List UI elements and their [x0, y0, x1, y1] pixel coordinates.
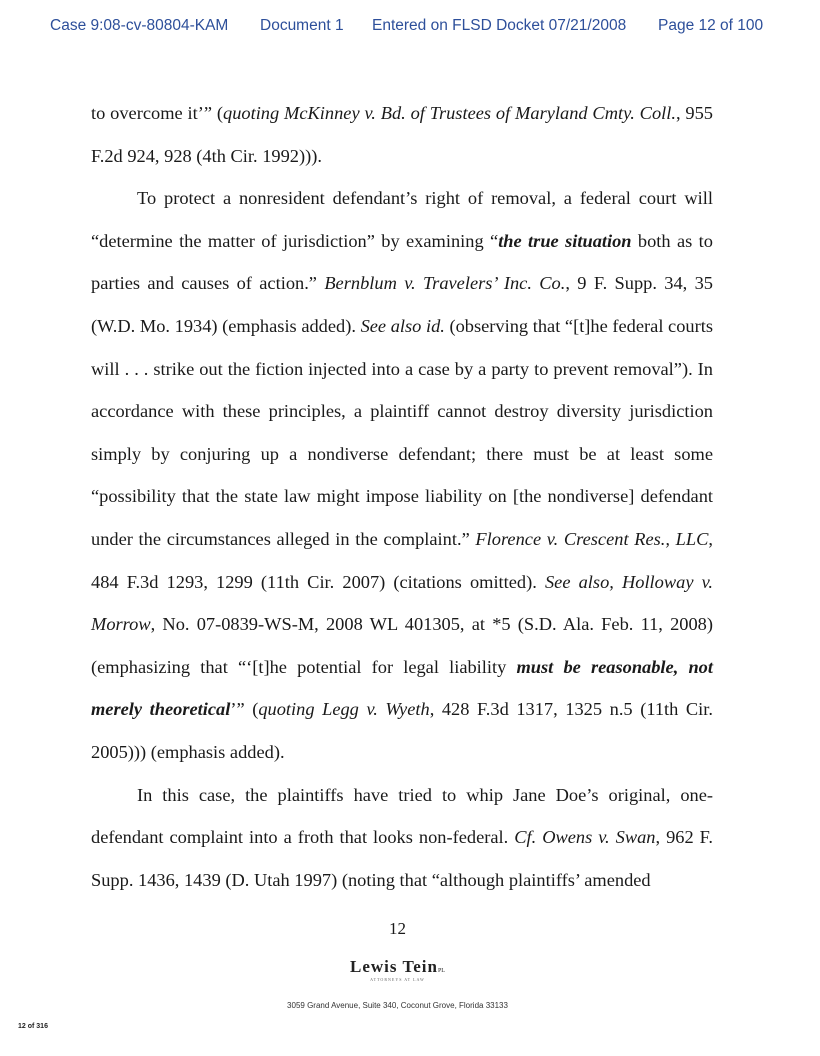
citation-text: quoting McKinney v. Bd. of Trustees of Maryland Cmty. Coll. — [223, 103, 676, 123]
paragraph — [91, 774, 713, 902]
page-stamp: 12 of 316 — [18, 1023, 48, 1030]
body-text-run: , 955 F.2d 924, 928 (4th Cir. 1992))). — [91, 103, 714, 166]
citation-text: See also, Holloway v. Morrow — [91, 571, 713, 635]
body-text-run: To protect a nonresident defendant’s right of removal, a federal court will “determine the matter of jurisdiction” by examining “ — [91, 188, 713, 251]
page-indicator: Page 12 of 100 — [658, 17, 764, 34]
body-text-run: , 962 F. Supp. 1436, 1439 (D. Utah 1997) (noting that “although plaintiffs’ amended — [91, 827, 713, 890]
body-text-run: , 484 F.3d 1293, 1299 (11th Cir. 2007) (citations omitted). — [91, 528, 713, 592]
citation-text: must be reasonable, not merely theoretical — [91, 656, 713, 720]
body-text-run: In this case, the plaintiffs have tried to whip Jane Doe’s original, one-defendant complaint into a froth that looks non-federal. — [91, 784, 713, 848]
firm-logo-subtitle: ATTORNEYS AT LAW — [370, 977, 425, 982]
body-text-run: , No. 07-0839-WS-M, 2008 WL 401305, at *5 (S.D. Ala. Feb. 11, 2008) (emphasizing that “‘[t]he potential for legal liability — [91, 614, 713, 677]
body-text-run: , 9 F. Supp. 34, 35 (W.D. Mo. 1934) (emphasis added). — [91, 273, 714, 336]
page-number: 12 — [389, 919, 406, 938]
paragraph — [91, 177, 713, 773]
docket-entry: Entered on FLSD Docket 07/21/2008 — [372, 17, 627, 34]
document-number: Document 1 — [260, 17, 344, 34]
document-body — [91, 92, 713, 901]
citation-text: the true situation — [498, 230, 632, 251]
firm-address: 3059 Grand Avenue, Suite 340, Coconut Grove, Florida 33133 — [287, 1001, 508, 1010]
body-text-run: both as to parties and causes of action.” — [91, 230, 713, 294]
body-text-run: ’” ( — [230, 699, 259, 720]
citation-text: See also id. — [360, 315, 445, 336]
firm-logo: Lewis TeinPL — [350, 957, 445, 976]
citation-text: Florence v. Crescent Res., LLC — [475, 528, 709, 549]
citation-text: Bernblum v. Travelers’ Inc. Co. — [324, 273, 566, 294]
body-text-run: to overcome it’” ( — [91, 103, 223, 123]
body-text-run: , 428 F.3d 1317, 1325 n.5 (11th Cir. 2005))) (emphasis added). — [91, 699, 713, 762]
case-number: Case 9:08-cv-80804-KAM — [50, 17, 229, 34]
body-text-run: (observing that “[t]he federal courts will . . . strike out the fiction injected into a case by a party to prevent removal”). In accordance with these principles, a plaintiff cannot destroy diversity jurisdiction simply by conjuring up a nondiverse defendant; there must be at least some “possibility that the state law might impose liability on [the nondiverse] defendant under the circumstances alleged in the complaint.” — [91, 315, 713, 549]
paragraph — [91, 92, 713, 177]
citation-text: quoting Legg v. Wyeth — [258, 699, 430, 720]
citation-text: Cf. Owens v. Swan — [514, 827, 656, 848]
